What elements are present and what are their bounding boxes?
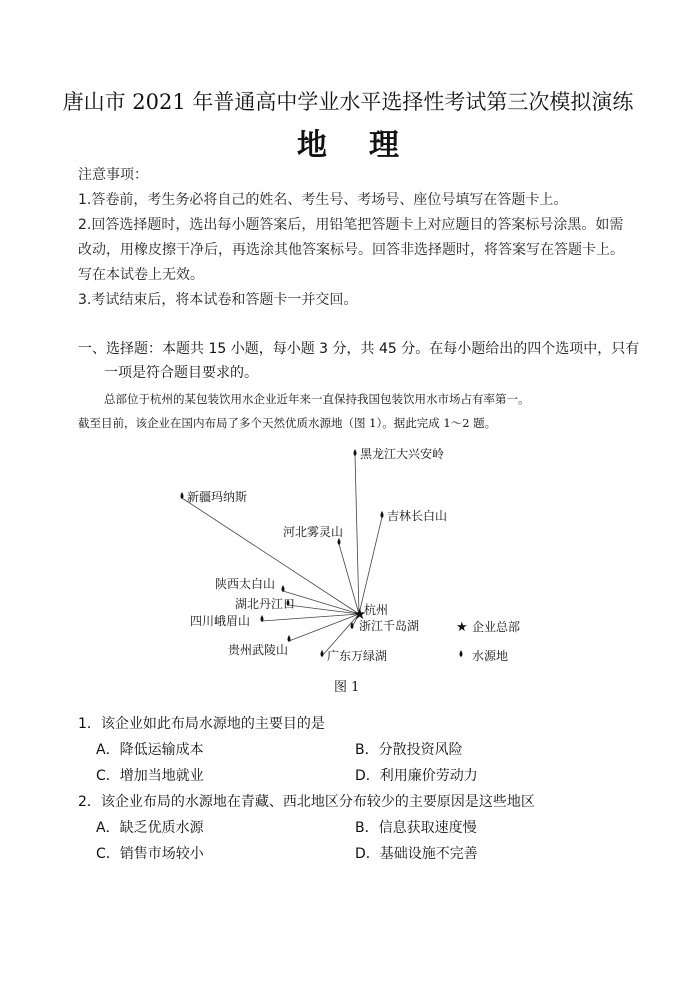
figure-caption: 图 1 — [334, 680, 360, 695]
line-hubei — [288, 605, 359, 614]
notice-item-3: 3.考试结束后，将本试卷和答题卡一并交回。 — [78, 292, 358, 308]
label-hangzhou: 杭州 — [364, 603, 389, 617]
question-1-stem: 1．该企业如此布局水源地的主要目的是 — [78, 716, 325, 732]
line-hebei — [339, 544, 359, 614]
label-xinjiang: 新疆玛纳斯 — [187, 490, 248, 504]
legend-star-icon: ★ — [456, 620, 468, 635]
water-source-icon — [381, 511, 384, 518]
line-heilongjiang — [355, 455, 359, 614]
legend-water-source-icon — [460, 650, 463, 657]
water-source-icon — [321, 650, 324, 657]
label-zhejiang: 浙江千岛湖 — [359, 619, 420, 633]
legend-hq-label: 企业总部 — [472, 620, 521, 634]
question-2-option-c: C．销售市场较小 — [96, 846, 204, 862]
notice-item-1: 1.答卷前，考生务必将自己的姓名、考生号、考场号、座位号填写在答题卡上。 — [78, 192, 568, 208]
intro-line-1: 总部位于杭州的某包装饮用水企业近年来一直保持我国包装饮用水市场占有率第一。 — [104, 392, 530, 406]
label-guizhou: 贵州武陵山 — [228, 643, 289, 657]
label-guangdong: 广东万绿湖 — [327, 649, 388, 663]
label-hubei: 湖北丹江口 — [235, 597, 296, 611]
legend-source-label: 水源地 — [472, 649, 509, 663]
question-1-option-a: A．降低运输成本 — [96, 742, 204, 758]
question-2-option-a: A．缺乏优质水源 — [96, 820, 204, 836]
notice-item-2-line-1: 2.回答选择题时，选出每小题答案后，用铅笔把答题卡上对应题目的答案标号涂黑。如需 — [78, 217, 624, 233]
question-2-stem: 2．该企业布局的水源地在青藏、西北地区分布较少的主要原因是这些地区 — [78, 794, 535, 810]
question-1-option-c: C．增加当地就业 — [96, 768, 204, 784]
exam-title: 唐山市 2021 年普通高中学业水平选择性考试第三次模拟演练 — [62, 90, 634, 114]
notice-item-2-line-2: 改动，用橡皮擦干净后，再选涂其他答案标号。回答非选择题时，将答案写在答题卡上。 — [78, 242, 624, 258]
water-source-icon — [338, 538, 341, 545]
question-2-option-b: B．信息获取速度慢 — [355, 820, 477, 836]
line-jilin — [359, 517, 382, 614]
water-source-icon — [354, 449, 357, 456]
subject-title: 地理 — [297, 128, 441, 163]
label-shaanxi: 陕西太白山 — [215, 577, 276, 591]
label-sichuan: 四川峨眉山 — [190, 614, 251, 628]
water-source-icon — [181, 492, 184, 499]
notice-heading: 注意事项： — [78, 167, 148, 183]
section-heading-line-2: 一项是符合题目要求的。 — [104, 365, 258, 381]
headquarters-star-icon: ★ — [353, 605, 367, 623]
label-heilongjiang: 黑龙江大兴安岭 — [360, 447, 445, 461]
section-heading-line-1: 一、选择题：本题共 15 小题，每小题 3 分，共 45 分。在每小题给出的四个选项中，只有 — [78, 341, 640, 357]
question-2-option-d: D．基础设施不完善 — [355, 846, 478, 862]
question-1-option-d: D．利用廉价劳动力 — [355, 768, 478, 784]
notice-item-2-line-3: 写在本试卷上无效。 — [78, 267, 204, 283]
intro-line-2: 截至目前，该企业在国内布局了多个天然优质水源地（图 1）。据此完成 1～2 题。 — [78, 416, 497, 430]
label-jilin: 吉林长白山 — [387, 509, 448, 523]
label-hebei: 河北雾灵山 — [283, 525, 344, 539]
question-1-option-b: B．分散投资风险 — [355, 742, 463, 758]
